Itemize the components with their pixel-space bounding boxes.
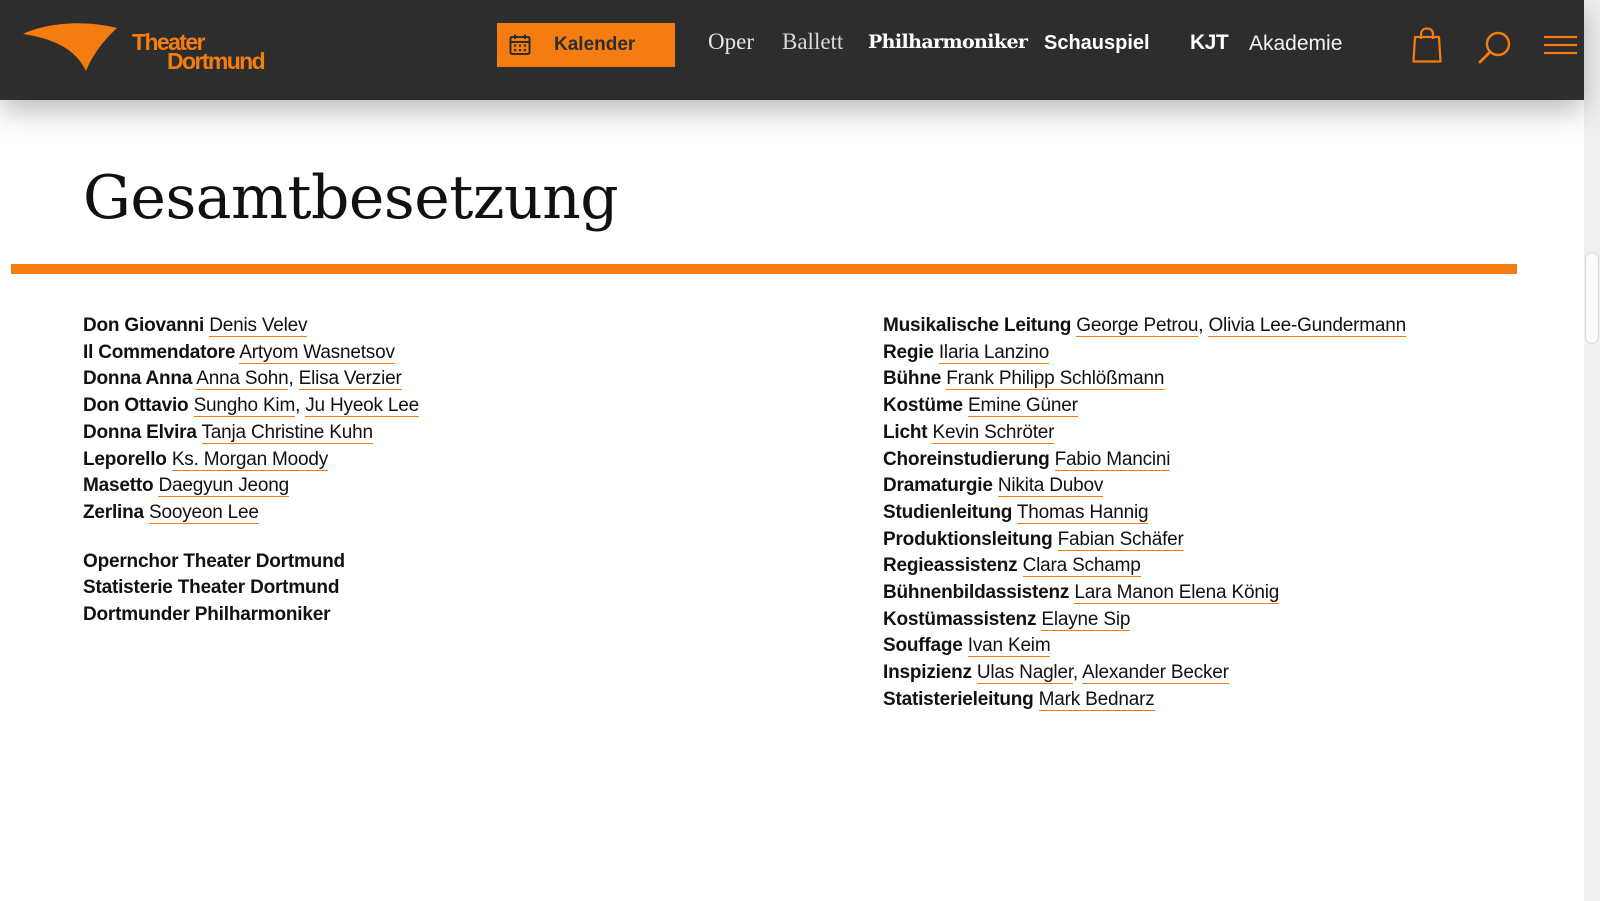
credit-role: Licht — [883, 421, 928, 443]
title-divider — [11, 264, 1517, 274]
credit-row — [883, 633, 1573, 660]
person-link[interactable]: Alexander Becker — [1082, 662, 1229, 684]
team-list — [883, 313, 1573, 714]
ensemble-item: Statisterie Theater Dortmund — [83, 577, 340, 599]
person-link[interactable]: Ivan Keim — [967, 635, 1051, 657]
credit-row — [883, 393, 1573, 420]
team-column — [883, 313, 1573, 714]
ensemble-item: Dortmunder Philharmoniker — [83, 604, 331, 626]
hamburger-menu-icon[interactable] — [1543, 34, 1578, 56]
person-link[interactable]: Anna Sohn — [196, 368, 289, 390]
shopping-bag-icon[interactable] — [1412, 27, 1442, 63]
person-link[interactable]: Ks. Morgan Moody — [171, 448, 329, 470]
credit-role: Inspizienz — [883, 662, 972, 684]
person-link[interactable]: Tanja Christine Kuhn — [201, 421, 373, 443]
credit-row — [883, 447, 1573, 474]
credit-row — [83, 420, 863, 447]
nav-philharmoniker[interactable]: Philharmoniker — [868, 31, 1028, 53]
credit-role: Regieassistenz — [883, 555, 1018, 577]
person-link[interactable]: Fabian Schäfer — [1057, 528, 1184, 550]
credit-role: Statisterieleitung — [883, 688, 1034, 710]
calendar-icon — [509, 34, 531, 56]
theater-dortmund-logo[interactable] — [22, 16, 284, 76]
credit-role: Musikalische Leitung — [883, 315, 1072, 336]
nav-ballett[interactable]: Ballett — [782, 29, 844, 54]
credit-row — [883, 366, 1573, 393]
ensemble-item: Opernchor Theater Dortmund — [83, 550, 345, 572]
person-link[interactable]: Mark Bednarz — [1038, 688, 1155, 710]
nav-akademie[interactable]: Akademie — [1249, 32, 1343, 55]
credit-role: Leporello — [83, 448, 167, 470]
cast-list — [83, 313, 863, 527]
credit-role: Donna Anna — [83, 368, 193, 390]
search-icon[interactable] — [1478, 30, 1512, 64]
credit-role: Studienleitung — [883, 501, 1013, 523]
credit-role: Choreinstudierung — [883, 448, 1050, 470]
scrollbar-thumb[interactable] — [1585, 252, 1599, 344]
credit-row — [883, 687, 1573, 714]
credit-row: Inspizienz Ulas Nagler, Alexander Becker — [883, 662, 1229, 684]
credit-role: Donna Elvira — [83, 421, 197, 443]
calendar-button[interactable] — [497, 23, 675, 67]
logo-text-line1: Theater — [132, 29, 204, 55]
cast-column — [83, 313, 863, 629]
scrollbar-track[interactable] — [1584, 0, 1600, 901]
person-link[interactable]: Denis Velev — [209, 315, 308, 336]
person-link[interactable]: Sungho Kim — [193, 395, 296, 417]
credit-row — [883, 500, 1573, 527]
credit-row: Musikalische Leitung George Petrou, Olivia Lee-Gundermann — [883, 315, 1406, 336]
credit-row — [883, 340, 1573, 367]
credit-role: Il Commendatore — [83, 341, 236, 363]
credit-role: Regie — [883, 341, 934, 363]
credit-role: Souffage — [883, 635, 963, 657]
credit-row — [883, 420, 1573, 447]
credit-role: Masetto — [83, 475, 154, 497]
credit-row: Don Ottavio Sungho Kim, Ju Hyeok Lee — [83, 395, 420, 417]
credit-row — [83, 313, 863, 340]
logo-wing-icon — [22, 16, 122, 76]
person-link[interactable]: Nikita Dubov — [997, 475, 1104, 497]
site-header — [0, 0, 1584, 100]
credit-row — [83, 340, 863, 367]
nav-schauspiel[interactable]: Schauspiel — [1044, 32, 1150, 54]
credit-role: Dramaturgie — [883, 475, 993, 497]
person-link[interactable]: Ilaria Lanzino — [938, 341, 1050, 363]
credit-row — [83, 473, 863, 500]
person-link[interactable]: Olivia Lee-Gundermann — [1208, 315, 1406, 336]
person-link[interactable]: Thomas Hannig — [1016, 501, 1149, 523]
credit-row — [883, 553, 1573, 580]
credit-role: Bühnenbildassistenz — [883, 582, 1070, 604]
person-link[interactable]: Lara Manon Elena König — [1074, 582, 1280, 604]
person-link[interactable]: Ulas Nagler — [976, 662, 1073, 684]
logo-text-line2: Dortmund — [167, 48, 265, 74]
person-link[interactable]: Kevin Schröter — [932, 421, 1055, 443]
calendar-button-label: Kalender — [554, 34, 636, 55]
person-link[interactable]: Sooyeon Lee — [149, 501, 259, 523]
credit-role: Don Giovanni — [83, 315, 205, 336]
nav-oper[interactable]: Oper — [708, 29, 754, 54]
credit-row — [883, 607, 1573, 634]
person-link[interactable]: Frank Philipp Schlößmann — [946, 368, 1165, 390]
person-link[interactable]: Daegyun Jeong — [158, 475, 289, 497]
credit-row — [883, 473, 1573, 500]
person-link[interactable]: George Petrou — [1076, 315, 1199, 336]
person-link[interactable]: Clara Schamp — [1022, 555, 1141, 577]
nav-kjt[interactable]: KJT — [1190, 31, 1229, 54]
credit-role: Zerlina — [83, 501, 144, 523]
credit-row — [883, 580, 1573, 607]
credit-role: Bühne — [883, 368, 942, 390]
credit-row — [883, 527, 1573, 554]
ensemble-list — [83, 549, 863, 629]
credit-role: Produktionsleitung — [883, 528, 1053, 550]
credit-role: Don Ottavio — [83, 395, 189, 417]
person-link[interactable]: Elisa Verzier — [298, 368, 402, 390]
person-link[interactable]: Fabio Mancini — [1054, 448, 1171, 470]
person-link[interactable]: Emine Güner — [967, 395, 1078, 417]
credit-row — [83, 500, 863, 527]
credit-row — [83, 447, 863, 474]
person-link[interactable]: Ju Hyeok Lee — [305, 395, 420, 417]
page-title: Gesamtbesetzung — [83, 163, 619, 233]
credit-role: Kostümassistenz — [883, 608, 1037, 630]
person-link[interactable]: Artyom Wasnetsov — [239, 341, 395, 363]
credit-role: Kostüme — [883, 395, 963, 417]
person-link[interactable]: Elayne Sip — [1041, 608, 1131, 630]
credit-row: Donna Anna Anna Sohn, Elisa Verzier — [83, 368, 402, 390]
